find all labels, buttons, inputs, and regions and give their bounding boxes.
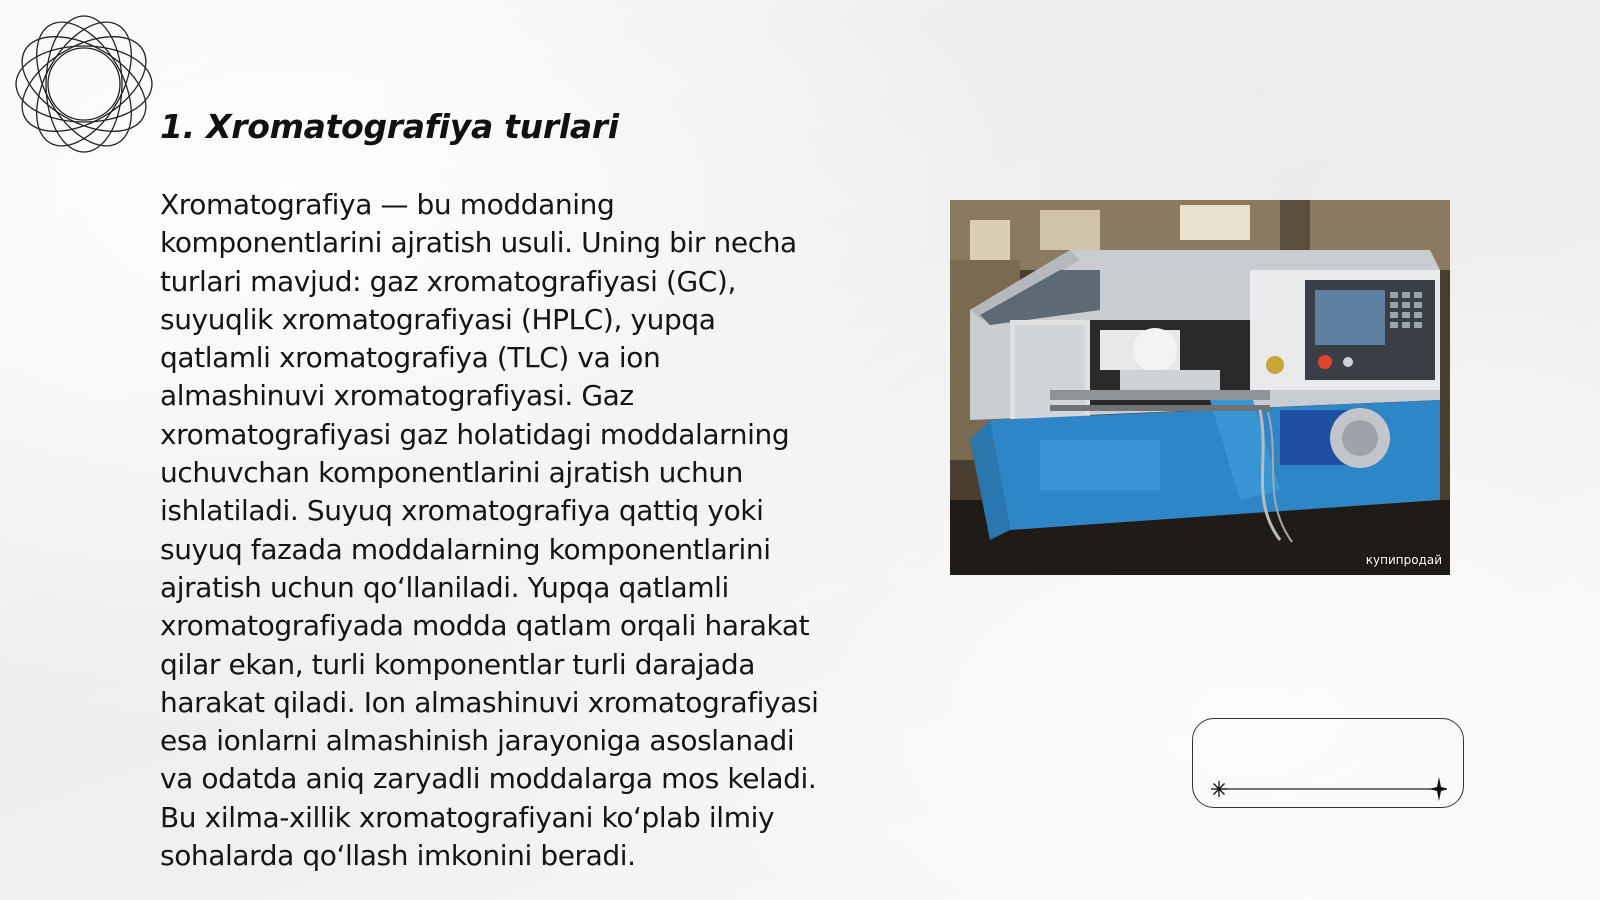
photo-watermark: купипродай	[1365, 553, 1442, 567]
four-point-star-icon	[1429, 777, 1447, 801]
slide-title: 1. Xromatografiya turlari	[160, 107, 619, 146]
sparkle-icon	[1211, 781, 1227, 797]
decorative-line	[1207, 719, 1447, 809]
cnc-machine-photo	[950, 200, 1450, 575]
orbital-rings-logo	[10, 10, 158, 158]
body-text: Xromatografiya — bu moddaning komponentlarini ajratish usuli. Uning bir necha turlari mavjud: gaz xromatografiyasi (GC), suyuqlik xromatografiyasi (HPLC), yupqa qatlamli xromatografiya (TLC) va ion almashinuvi xromatografiyasi. Gaz xromatografiyasi gaz holatidagi moddalarning uchuvchan komponentlarini ajratish uchun ishlatiladi. Suyuq xromatografiya qattiq yoki suyuq fazada moddalarning komponentlarini ajratish uchun qo‘llaniladi. Yupqa qatlamli xromatografiyada modda qatlam orqali harakat qilar ekan, turli komponentlar turli darajada harakat qiladi. Ion almashinuvi xromatografiyasi esa ionlarni almashinish jarayoniga asoslanadi va odatda aniq zaryadli moddalarga mos keladi. Bu xilma-xillik xromatografiyani ko‘plab ilmiy sohalarda qo‘llash imkonini beradi.	[160, 188, 819, 873]
decorative-frame	[1192, 718, 1464, 808]
